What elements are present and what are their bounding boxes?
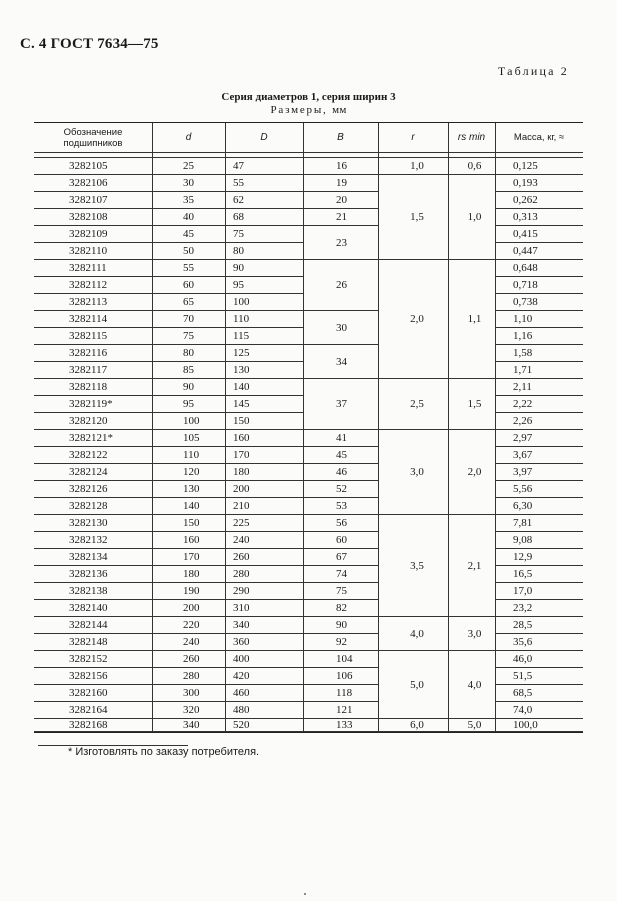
D-cell: 55 — [225, 175, 303, 192]
designation-cell: 3282119* — [34, 396, 152, 413]
designation-cell: 3282124 — [34, 464, 152, 481]
d-cell: 75 — [152, 328, 225, 345]
D-cell: 310 — [225, 600, 303, 617]
rs-cell: 2,1 — [448, 515, 495, 617]
d-cell: 300 — [152, 685, 225, 702]
rs-cell: 3,0 — [448, 617, 495, 651]
B-cell: 104 — [303, 651, 378, 668]
mass-cell: 74,0 — [495, 702, 583, 719]
mass-cell: 0,262 — [495, 192, 583, 209]
d-cell: 110 — [152, 447, 225, 464]
d-cell: 160 — [152, 532, 225, 549]
mass-cell: 0,718 — [495, 277, 583, 294]
B-cell: 37 — [303, 379, 378, 430]
d-cell: 45 — [152, 226, 225, 243]
column-divider — [495, 123, 496, 732]
D-cell: 225 — [225, 515, 303, 532]
B-cell: 46 — [303, 464, 378, 481]
d-cell: 35 — [152, 192, 225, 209]
B-cell: 92 — [303, 634, 378, 651]
D-cell: 400 — [225, 651, 303, 668]
designation-cell: 3282168 — [34, 719, 152, 732]
B-cell: 23 — [303, 226, 378, 260]
designation-cell: 3282144 — [34, 617, 152, 634]
D-cell: 125 — [225, 345, 303, 362]
d-cell: 85 — [152, 362, 225, 379]
designation-cell: 3282121* — [34, 430, 152, 447]
designation-cell: 3282132 — [34, 532, 152, 549]
D-cell: 460 — [225, 685, 303, 702]
designation-cell: 3282111 — [34, 260, 152, 277]
column-divider — [448, 123, 449, 732]
B-cell: 34 — [303, 345, 378, 379]
d-cell: 100 — [152, 413, 225, 430]
D-cell: 115 — [225, 328, 303, 345]
D-cell: 240 — [225, 532, 303, 549]
designation-cell: 3282130 — [34, 515, 152, 532]
designation-cell: 3282140 — [34, 600, 152, 617]
r-cell: 3,0 — [378, 430, 448, 515]
D-cell: 340 — [225, 617, 303, 634]
D-cell: 110 — [225, 311, 303, 328]
series-title: Серия диаметров 1, серия ширин 3 — [221, 91, 396, 103]
B-cell: 21 — [303, 209, 378, 226]
designation-cell: 3282109 — [34, 226, 152, 243]
dimensions-label: Размеры, — [270, 104, 328, 116]
r-cell: 5,0 — [378, 651, 448, 719]
d-cell: 240 — [152, 634, 225, 651]
column-divider — [378, 123, 379, 732]
d-cell: 220 — [152, 617, 225, 634]
header-rs: rs min — [448, 123, 495, 153]
designation-cell: 3282148 — [34, 634, 152, 651]
mass-cell: 51,5 — [495, 668, 583, 685]
D-cell: 210 — [225, 498, 303, 515]
column-divider — [225, 123, 226, 732]
D-cell: 140 — [225, 379, 303, 396]
B-cell: 106 — [303, 668, 378, 685]
designation-cell: 3282128 — [34, 498, 152, 515]
r-cell: 1,0 — [378, 158, 448, 175]
designation-cell: 3282115 — [34, 328, 152, 345]
rs-cell: 5,0 — [448, 719, 495, 732]
mass-cell: 2,97 — [495, 430, 583, 447]
mass-cell: 0,313 — [495, 209, 583, 226]
header-d: d — [152, 123, 225, 153]
D-cell: 420 — [225, 668, 303, 685]
d-cell: 320 — [152, 702, 225, 719]
mass-cell: 0,447 — [495, 243, 583, 260]
page-mark — [304, 893, 306, 895]
header-r: r — [378, 123, 448, 153]
mass-cell: 0,415 — [495, 226, 583, 243]
mass-cell: 6,30 — [495, 498, 583, 515]
r-cell: 4,0 — [378, 617, 448, 651]
mass-cell: 1,71 — [495, 362, 583, 379]
D-cell: 145 — [225, 396, 303, 413]
d-cell: 140 — [152, 498, 225, 515]
B-cell: 26 — [303, 260, 378, 311]
d-cell: 30 — [152, 175, 225, 192]
header-D: D — [225, 123, 303, 153]
D-cell: 62 — [225, 192, 303, 209]
page-header: С. 4 ГОСТ 7634—75 — [20, 36, 159, 52]
B-cell: 19 — [303, 175, 378, 192]
B-cell: 16 — [303, 158, 378, 175]
mass-cell: 12,9 — [495, 549, 583, 566]
mass-cell: 17,0 — [495, 583, 583, 600]
D-cell: 520 — [225, 719, 303, 732]
D-cell: 75 — [225, 226, 303, 243]
designation-cell: 3282122 — [34, 447, 152, 464]
mass-cell: 16,5 — [495, 566, 583, 583]
mass-cell: 23,2 — [495, 600, 583, 617]
designation-cell: 3282160 — [34, 685, 152, 702]
D-cell: 480 — [225, 702, 303, 719]
designation-cell: 3282108 — [34, 209, 152, 226]
D-cell: 80 — [225, 243, 303, 260]
B-cell: 121 — [303, 702, 378, 719]
D-cell: 95 — [225, 277, 303, 294]
d-cell: 65 — [152, 294, 225, 311]
d-cell: 95 — [152, 396, 225, 413]
d-cell: 260 — [152, 651, 225, 668]
D-cell: 170 — [225, 447, 303, 464]
B-cell: 52 — [303, 481, 378, 498]
mass-cell: 9,08 — [495, 532, 583, 549]
mass-cell: 2,11 — [495, 379, 583, 396]
B-cell: 60 — [303, 532, 378, 549]
mass-cell: 0,193 — [495, 175, 583, 192]
designation-cell: 3282136 — [34, 566, 152, 583]
d-cell: 55 — [152, 260, 225, 277]
d-cell: 340 — [152, 719, 225, 732]
mass-cell: 1,10 — [495, 311, 583, 328]
designation-cell: 3282110 — [34, 243, 152, 260]
rs-cell: 1,5 — [448, 379, 495, 430]
mass-cell: 0,648 — [495, 260, 583, 277]
table-label: Таблица 2 — [497, 64, 569, 78]
designation-cell: 3282134 — [34, 549, 152, 566]
D-cell: 150 — [225, 413, 303, 430]
designation-cell: 3282117 — [34, 362, 152, 379]
D-cell: 360 — [225, 634, 303, 651]
rs-cell: 1,0 — [448, 175, 495, 260]
designation-cell: 3282106 — [34, 175, 152, 192]
D-cell: 68 — [225, 209, 303, 226]
B-cell: 67 — [303, 549, 378, 566]
designation-cell: 3282138 — [34, 583, 152, 600]
B-cell: 20 — [303, 192, 378, 209]
B-cell: 53 — [303, 498, 378, 515]
d-cell: 200 — [152, 600, 225, 617]
dimensions-title — [0, 104, 617, 116]
D-cell: 90 — [225, 260, 303, 277]
designation-cell: 3282114 — [34, 311, 152, 328]
mass-cell: 35,6 — [495, 634, 583, 651]
d-cell: 150 — [152, 515, 225, 532]
D-cell: 160 — [225, 430, 303, 447]
d-cell: 60 — [152, 277, 225, 294]
mass-cell: 0,125 — [495, 158, 583, 175]
r-cell: 3,5 — [378, 515, 448, 617]
mass-cell: 7,81 — [495, 515, 583, 532]
d-cell: 90 — [152, 379, 225, 396]
D-cell: 47 — [225, 158, 303, 175]
D-cell: 130 — [225, 362, 303, 379]
mass-cell: 28,5 — [495, 617, 583, 634]
column-divider — [152, 123, 153, 732]
d-cell: 40 — [152, 209, 225, 226]
d-cell: 105 — [152, 430, 225, 447]
column-divider — [303, 123, 304, 732]
D-cell: 290 — [225, 583, 303, 600]
d-cell: 70 — [152, 311, 225, 328]
d-cell: 80 — [152, 345, 225, 362]
d-cell: 280 — [152, 668, 225, 685]
mass-cell: 5,56 — [495, 481, 583, 498]
designation-cell: 3282126 — [34, 481, 152, 498]
mass-cell: 3,67 — [495, 447, 583, 464]
footnote: * Изготовлять по заказу потребителя. — [68, 746, 260, 758]
designation-cell: 3282164 — [34, 702, 152, 719]
B-cell: 45 — [303, 447, 378, 464]
bearing-table — [34, 122, 583, 733]
B-cell: 82 — [303, 600, 378, 617]
header-code: Обозначение подшипников — [34, 123, 152, 153]
designation-cell: 3282120 — [34, 413, 152, 430]
mass-cell: 1,16 — [495, 328, 583, 345]
designation-cell: 3282156 — [34, 668, 152, 685]
r-cell: 2,5 — [378, 379, 448, 430]
d-cell: 25 — [152, 158, 225, 175]
D-cell: 200 — [225, 481, 303, 498]
B-cell: 118 — [303, 685, 378, 702]
designation-cell: 3282105 — [34, 158, 152, 175]
r-cell: 1,5 — [378, 175, 448, 260]
designation-cell: 3282107 — [34, 192, 152, 209]
D-cell: 180 — [225, 464, 303, 481]
B-cell: 133 — [303, 719, 378, 732]
D-cell: 100 — [225, 294, 303, 311]
B-cell: 90 — [303, 617, 378, 634]
mass-cell: 100,0 — [495, 719, 583, 732]
d-cell: 50 — [152, 243, 225, 260]
dimensions-unit: мм — [332, 104, 347, 116]
D-cell: 260 — [225, 549, 303, 566]
B-cell: 74 — [303, 566, 378, 583]
B-cell: 75 — [303, 583, 378, 600]
header-mass: Масса, кг, ≈ — [495, 123, 583, 153]
designation-cell: 3282152 — [34, 651, 152, 668]
header-B: B — [303, 123, 378, 153]
mass-cell: 3,97 — [495, 464, 583, 481]
mass-cell: 68,5 — [495, 685, 583, 702]
d-cell: 120 — [152, 464, 225, 481]
B-cell: 30 — [303, 311, 378, 345]
d-cell: 180 — [152, 566, 225, 583]
B-cell: 56 — [303, 515, 378, 532]
mass-cell: 1,58 — [495, 345, 583, 362]
r-cell: 6,0 — [378, 719, 448, 732]
d-cell: 190 — [152, 583, 225, 600]
rs-cell: 4,0 — [448, 651, 495, 719]
designation-cell: 3282112 — [34, 277, 152, 294]
r-cell: 2,0 — [378, 260, 448, 379]
mass-cell: 0,738 — [495, 294, 583, 311]
designation-cell: 3282118 — [34, 379, 152, 396]
designation-cell: 3282113 — [34, 294, 152, 311]
d-cell: 170 — [152, 549, 225, 566]
rs-cell: 1,1 — [448, 260, 495, 379]
designation-cell: 3282116 — [34, 345, 152, 362]
mass-cell: 2,26 — [495, 413, 583, 430]
rs-cell: 2,0 — [448, 430, 495, 515]
mass-cell: 2,22 — [495, 396, 583, 413]
B-cell: 41 — [303, 430, 378, 447]
D-cell: 280 — [225, 566, 303, 583]
d-cell: 130 — [152, 481, 225, 498]
mass-cell: 46,0 — [495, 651, 583, 668]
rs-cell: 0,6 — [448, 158, 495, 175]
